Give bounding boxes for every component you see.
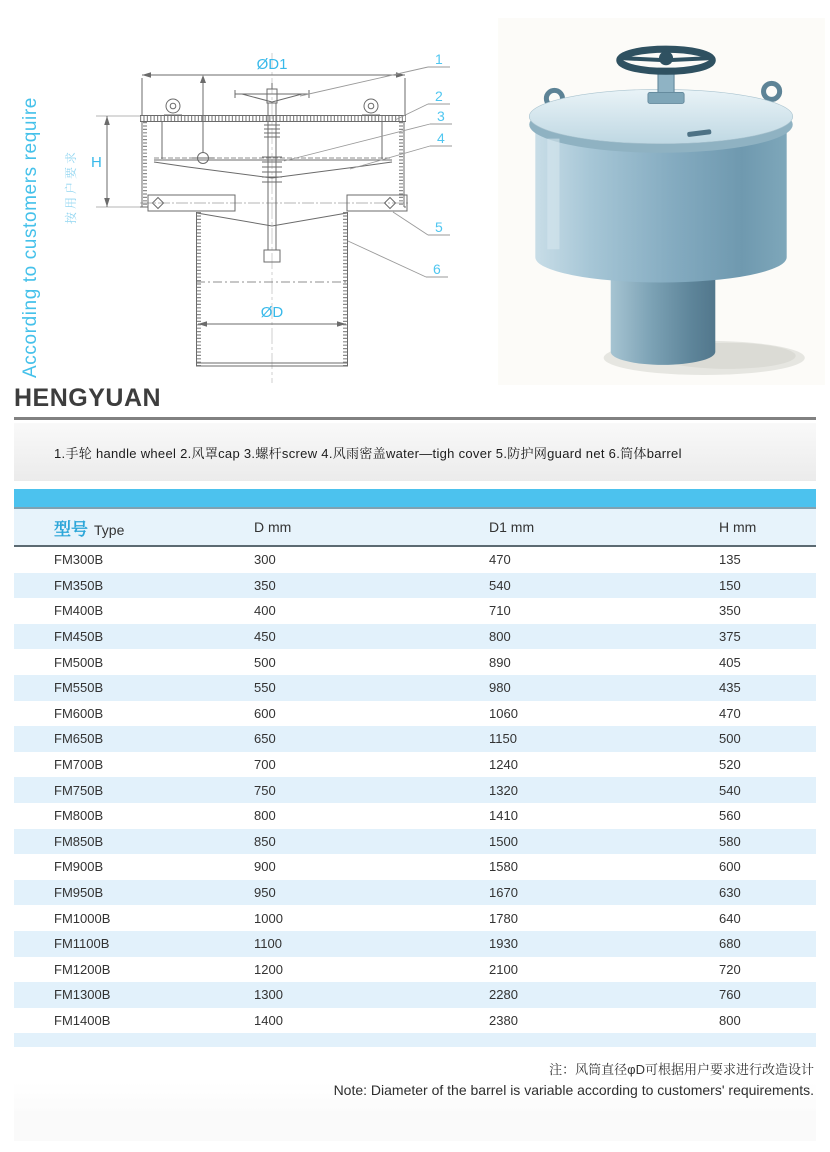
table-cell: FM1200B xyxy=(54,961,111,977)
table-cell: 850 xyxy=(254,833,276,849)
table-row xyxy=(14,777,816,803)
table-cell: 1320 xyxy=(489,782,518,798)
table-cell: 650 xyxy=(254,731,276,747)
callout-3: 3 xyxy=(437,108,445,124)
table-row xyxy=(14,880,816,906)
table-cell: 350 xyxy=(254,577,276,593)
table-header-row xyxy=(14,509,816,547)
table-cell: 500 xyxy=(254,654,276,670)
table-row xyxy=(14,803,816,829)
table-cell: 1410 xyxy=(489,808,518,824)
table-row xyxy=(14,829,816,855)
table-cell: FM1300B xyxy=(54,987,111,1003)
table-cell: 135 xyxy=(719,552,741,568)
table-cell: 1060 xyxy=(489,705,518,721)
legend-text: 1.手轮 handle wheel 2.风罩cap 3.螺杆screw 4.风雨密盖water—tigh cover 5.防护网guard net 6.筒体barrel xyxy=(54,445,682,461)
table-cell: 1000 xyxy=(254,910,283,926)
table-cell: 1400 xyxy=(254,1012,283,1028)
legend-panel xyxy=(14,423,816,481)
table-cell: FM800B xyxy=(54,808,104,824)
header-model-cn: 型号 xyxy=(54,519,88,539)
table-cell: 800 xyxy=(254,808,276,824)
table-cell: FM650B xyxy=(54,731,104,747)
header-d1: D1 mm xyxy=(489,519,535,535)
table-cell: 520 xyxy=(719,757,741,773)
vertical-slogan-en: According to customers require xyxy=(20,97,41,378)
table-row xyxy=(14,726,816,752)
dim-label-h: H xyxy=(91,154,102,171)
table-cell: FM1400B xyxy=(54,1012,111,1028)
table-cell: 580 xyxy=(719,833,741,849)
table-cell: 540 xyxy=(719,782,741,798)
table-cell: 890 xyxy=(489,654,511,670)
table-cell: 405 xyxy=(719,654,741,670)
table-cell: 300 xyxy=(254,552,276,568)
table-cell: 150 xyxy=(719,577,741,593)
callout-2: 2 xyxy=(435,88,443,104)
note-en: Note: Diameter of the barrel is variable according to customers' requirements. xyxy=(333,1082,814,1099)
callout-1: 1 xyxy=(435,51,443,67)
table-cell: 560 xyxy=(719,808,741,824)
table-cell: 980 xyxy=(489,680,511,696)
table-cell: FM850B xyxy=(54,833,104,849)
table-cell: 900 xyxy=(254,859,276,875)
table-cell: 760 xyxy=(719,987,741,1003)
table-cell: 1930 xyxy=(489,936,518,952)
table-cell: 1500 xyxy=(489,833,518,849)
callout-6: 6 xyxy=(433,261,441,277)
table-cell: 1100 xyxy=(254,936,282,952)
table-row xyxy=(14,624,816,650)
table-row xyxy=(14,854,816,880)
header-h: H mm xyxy=(719,519,757,535)
table-cell: 800 xyxy=(719,1012,741,1028)
table-cell: 450 xyxy=(254,629,276,645)
table-cell: 1300 xyxy=(254,987,283,1003)
table-cell: 2100 xyxy=(489,961,518,977)
spec-table xyxy=(14,509,816,1033)
table-cell: FM350B xyxy=(54,577,104,593)
table-cell: 2280 xyxy=(489,987,518,1003)
table-cell: 1240 xyxy=(489,757,518,773)
table-cell: 800 xyxy=(489,629,511,645)
table-cell: FM600B xyxy=(54,705,104,721)
table-row xyxy=(14,649,816,675)
dim-label-d1: ØD1 xyxy=(256,56,288,73)
table-cell: FM700B xyxy=(54,757,104,773)
table-row xyxy=(14,598,816,624)
product-photo xyxy=(498,18,825,385)
hero-section xyxy=(0,0,830,384)
header-model xyxy=(54,515,254,540)
table-row xyxy=(14,675,816,701)
note-cn: 注：风筒直径φD可根据用户要求进行改造设计 xyxy=(549,1062,814,1078)
brand-title: HENGYUAN xyxy=(14,384,162,412)
table-cell: 1580 xyxy=(489,859,518,875)
table-row xyxy=(14,957,816,983)
table-cell: 640 xyxy=(719,910,741,926)
table-cell: 700 xyxy=(254,757,276,773)
vertical-slogan-cn: 按用户要求 xyxy=(64,148,78,224)
table-cell: 350 xyxy=(719,603,741,619)
table-cell: 680 xyxy=(719,936,741,952)
table-row xyxy=(14,982,816,1008)
table-row xyxy=(14,1008,816,1034)
table-cell: FM750B xyxy=(54,782,104,798)
notes-panel xyxy=(14,1047,816,1111)
table-cell: 400 xyxy=(254,603,276,619)
callout-5: 5 xyxy=(435,219,443,235)
table-cell: 375 xyxy=(719,629,741,645)
table-row xyxy=(14,752,816,778)
table-cell: 2380 xyxy=(489,1012,518,1028)
technical-drawing xyxy=(88,45,478,390)
table-cell: 470 xyxy=(489,552,511,568)
table-cell: 1670 xyxy=(489,885,518,901)
table-cell: FM550B xyxy=(54,680,104,696)
table-cell: 630 xyxy=(719,885,741,901)
bottom-fade xyxy=(14,1111,816,1141)
table-cell: FM950B xyxy=(54,885,104,901)
header-model-en: Type xyxy=(94,521,125,538)
table-cell: 435 xyxy=(719,680,741,696)
table-cell: 1780 xyxy=(489,910,518,926)
table-cell: FM400B xyxy=(54,603,104,619)
table-cell: FM500B xyxy=(54,654,104,670)
table-cell: 1150 xyxy=(489,731,517,747)
table-accent-bar xyxy=(14,489,816,509)
table-cell: 500 xyxy=(719,731,741,747)
table-cell: 710 xyxy=(489,603,511,619)
table-cell: FM1000B xyxy=(54,910,111,926)
table-cell: 1200 xyxy=(254,961,283,977)
table-row xyxy=(14,547,816,573)
table-cell: 600 xyxy=(719,859,741,875)
table-tail-strip xyxy=(14,1033,816,1047)
table-cell: 540 xyxy=(489,577,511,593)
table-row xyxy=(14,931,816,957)
table-row xyxy=(14,701,816,727)
table-cell: 550 xyxy=(254,680,276,696)
table-row xyxy=(14,573,816,599)
table-cell: FM900B xyxy=(54,859,104,875)
table-cell: 720 xyxy=(719,961,741,977)
table-cell: 600 xyxy=(254,705,276,721)
table-cell: FM300B xyxy=(54,552,104,568)
table-cell: 470 xyxy=(719,705,741,721)
dim-label-d: ØD xyxy=(260,304,284,321)
table-cell: 950 xyxy=(254,885,276,901)
table-cell: FM1100B xyxy=(54,936,110,952)
table-cell: 750 xyxy=(254,782,276,798)
spec-table-body xyxy=(14,547,816,1033)
table-cell: FM450B xyxy=(54,629,104,645)
header-d: D mm xyxy=(254,519,292,535)
callout-4: 4 xyxy=(437,130,445,146)
table-row xyxy=(14,905,816,931)
